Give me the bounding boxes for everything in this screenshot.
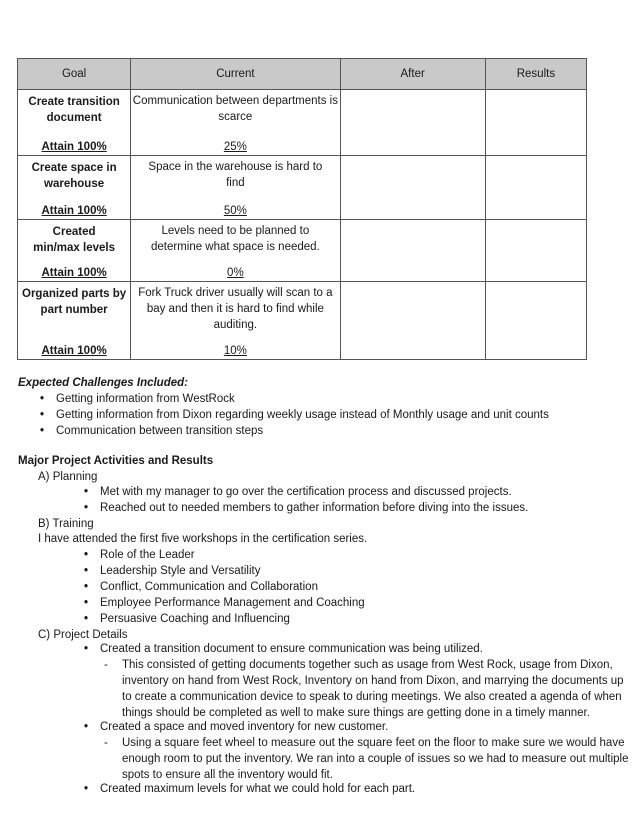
header-results: Results (485, 59, 586, 90)
goal-cell (18, 156, 131, 220)
goal-title: Create transition document (28, 96, 120, 124)
current-text: Levels need to be planned to determine what space is needed. (150, 225, 320, 253)
training-label: B) Training (38, 518, 94, 530)
list-item: • Communication between transition steps (36, 423, 549, 439)
sub-item (104, 657, 634, 721)
current-percent: 10% (223, 345, 247, 357)
list-item: • Leadership Style and Versatility (80, 563, 365, 579)
challenges-heading: Expected Challenges Included: (18, 377, 188, 389)
list-item: • Created a space and moved inventory for new customer. (80, 719, 388, 735)
current-cell (131, 156, 340, 220)
list-item: • Employee Performance Management and Coaching (80, 595, 365, 611)
after-cell (340, 90, 485, 156)
list-item: • Persuasive Coaching and Influencing (80, 611, 365, 627)
list-item: • Created a transition document to ensure communication was being utilized. (80, 641, 483, 657)
sub-item-text: This consisted of getting documents together such as usage from West Rock, usage from Dixon, inventory on hand from West Rock, Inventory on hand from Dixon, and marrying the documents up to create a communication device to speak to during meetings. We also created a agenda of when things should be completed as well to make sure things are getting done in a timely manner. (122, 659, 624, 719)
results-cell (485, 282, 586, 360)
after-cell (340, 156, 485, 220)
header-goal: Goal (18, 59, 131, 90)
current-percent: 25% (223, 141, 247, 153)
attain-target: Attain 100% (41, 141, 107, 153)
goal-cell (18, 220, 131, 282)
list-item: • Created maximum levels for what we could hold for each part. (80, 781, 415, 797)
goal-cell (18, 282, 131, 360)
goal-title: Created min/max levels (33, 226, 115, 254)
project-details-label: C) Project Details (38, 629, 128, 641)
results-cell (485, 220, 586, 282)
goal-title: Create space in warehouse (31, 162, 117, 190)
list-item: • Met with my manager to go over the certification process and discussed projects. (80, 484, 528, 500)
sub-item (104, 735, 634, 783)
current-cell (131, 90, 340, 156)
challenges-list (36, 391, 549, 439)
sub-item-text: Using a square feet wheel to measure out the square feet on the floor to make sure we would have enough room to put the inventory. We ran into a couple of issues so we had to measure out multiple spots to ensure all the inventory would fit. (122, 737, 629, 781)
list-item: • Getting information from Dixon regarding weekly usage instead of Monthly usage and unit counts (36, 407, 549, 423)
attain-target: Attain 100% (41, 205, 107, 217)
after-cell (340, 220, 485, 282)
table-row (18, 156, 587, 220)
results-cell (485, 90, 586, 156)
table-row (18, 90, 587, 156)
list-item: • Role of the Leader (80, 547, 365, 563)
table-header-row (18, 59, 587, 90)
after-cell (340, 282, 485, 360)
dash-marker: - (104, 737, 108, 749)
current-percent: 50% (223, 205, 247, 217)
table-row (18, 220, 587, 282)
planning-label: A) Planning (38, 471, 98, 483)
details-list (80, 641, 483, 657)
training-list (80, 547, 365, 627)
current-text: Space in the warehouse is hard to find (148, 161, 323, 189)
training-intro: I have attended the first five workshops in the certification series. (38, 533, 368, 545)
planning-list (80, 484, 528, 516)
current-text: Fork Truck driver usually will scan to a bay and then it is hard to find while auditing. (138, 287, 333, 331)
current-cell (131, 282, 340, 360)
current-percent: 0% (227, 267, 244, 279)
major-activities-heading: Major Project Activities and Results (18, 455, 214, 467)
table-row (18, 282, 587, 360)
details-list (80, 719, 388, 735)
current-text: Communication between departments is scarce (132, 95, 338, 123)
dash-marker: - (104, 659, 108, 671)
details-list (80, 781, 415, 797)
goal-cell (18, 90, 131, 156)
results-cell (485, 156, 586, 220)
current-cell (131, 220, 340, 282)
goals-table (17, 58, 587, 360)
list-item: • Reached out to needed members to gather information before diving into the issues. (80, 500, 528, 516)
goal-title: Organized parts by part number (22, 288, 127, 316)
list-item: • Conflict, Communication and Collaboration (80, 579, 365, 595)
attain-target: Attain 100% (41, 345, 107, 357)
list-item: • Getting information from WestRock (36, 391, 549, 407)
header-current: Current (131, 59, 340, 90)
header-after: After (340, 59, 485, 90)
attain-target: Attain 100% (41, 267, 107, 279)
